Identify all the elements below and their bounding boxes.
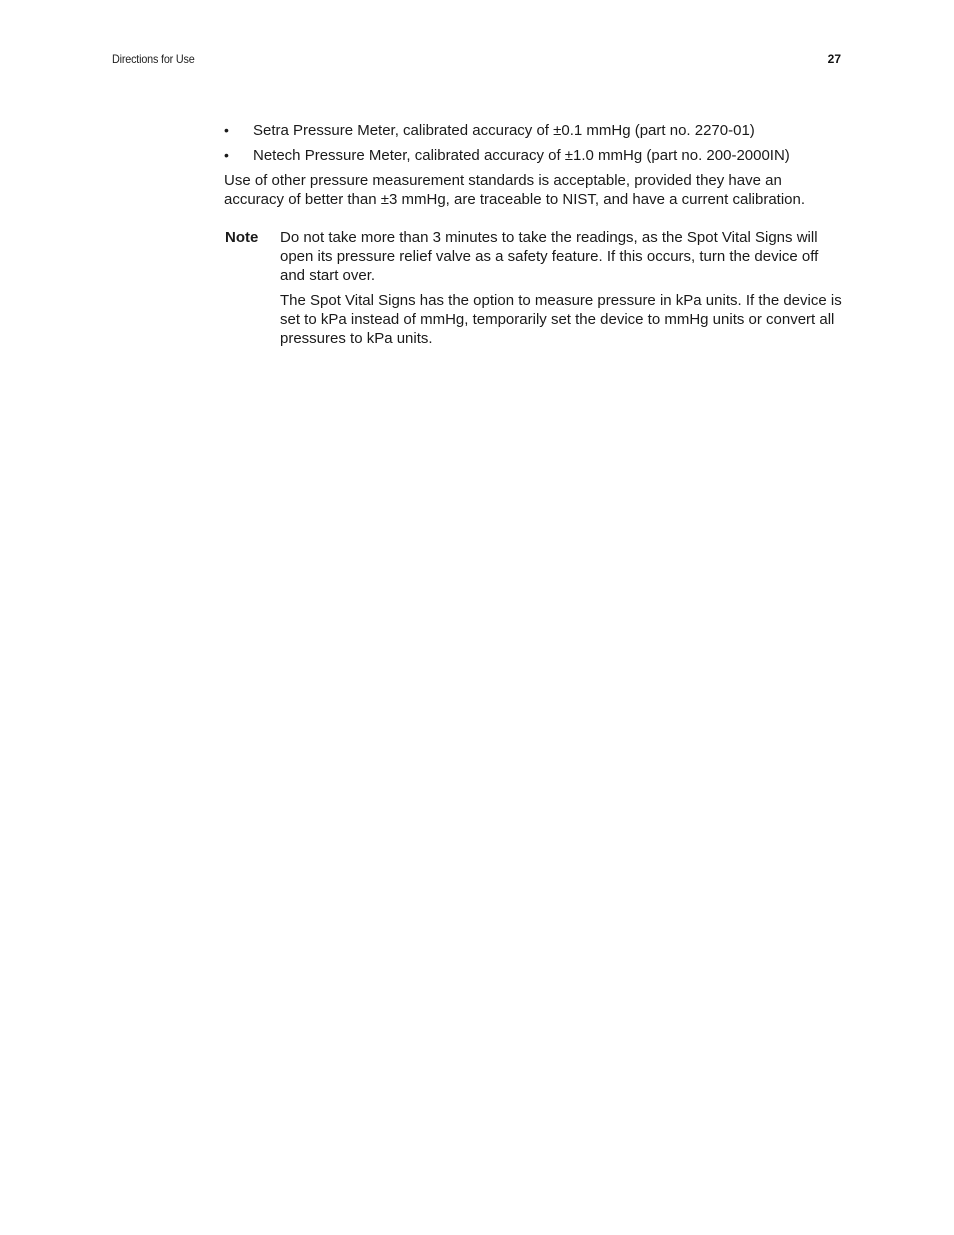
bullet-icon: • — [224, 122, 229, 138]
note-block — [224, 228, 844, 348]
bullet-icon: • — [224, 147, 229, 163]
equipment-list — [224, 121, 844, 165]
body-content — [224, 121, 844, 354]
note-paragraph: The Spot Vital Signs has the option to measure pressure in kPa units. If the device is set to kPa instead of mmHg, temporarily set the device to mmHg units or convert all pressures to kPa units. — [280, 292, 842, 347]
note-label: Note — [225, 229, 259, 246]
note-paragraph: Do not take more than 3 minutes to take the readings, as the Spot Vital Signs will open its pressure relief valve as a safety feature. If this occurs, turn the device off and start over. — [280, 229, 819, 284]
list-item-text: Netech Pressure Meter, calibrated accuracy of ±1.0 mmHg (part no. 200-2000IN) — [253, 147, 790, 164]
page-number: 27 — [827, 52, 841, 66]
body-paragraph: Use of other pressure measurement standards is acceptable, provided they have an accuracy of better than ±3 mmHg, are traceable to NIST, and have a current calibration. — [224, 172, 806, 208]
running-header — [112, 52, 841, 70]
running-title: Directions for Use — [112, 52, 195, 66]
list-item-text: Setra Pressure Meter, calibrated accuracy of ±0.1 mmHg (part no. 2270-01) — [253, 122, 755, 139]
list-item — [224, 121, 844, 140]
list-item — [224, 146, 844, 165]
